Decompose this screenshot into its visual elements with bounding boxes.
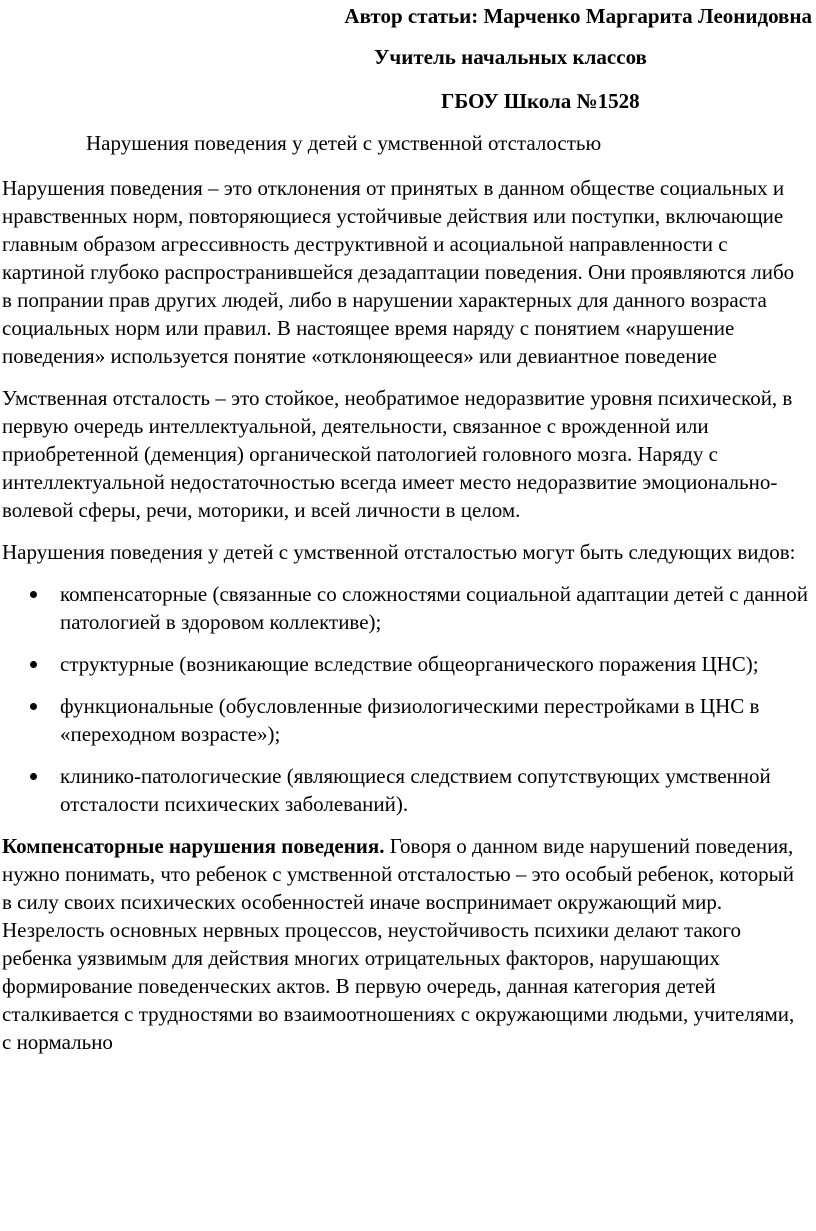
- bullet-icon: [30, 773, 37, 780]
- list-item-text: структурные (возникающие вследствие общеорганического поражения ЦНС);: [60, 652, 759, 676]
- list-item: [2, 762, 812, 818]
- list-item: [2, 650, 812, 678]
- article-body: [2, 174, 814, 1070]
- list-item-text: клинико-патологические (являющиеся следствием сопутствующих умственной отсталости психических заболеваний).: [60, 764, 771, 816]
- school-line: ГБОУ Школа №1528: [441, 89, 640, 113]
- bullet-icon: [30, 591, 37, 598]
- list-item-text: компенсаторные (связанные со сложностями социальной адаптации детей с данной патологией в здоровом коллективе);: [60, 582, 809, 634]
- paragraph-compensatory-text: Говоря о данном виде нарушений поведения, нужно понимать, что ребенок с умственной отсталостью – это особый ребенок, который в силу своих психических особенностей иначе воспринимает окружающий мир. Незрелость основных нервных процессов, неустойчивость психики делают такого ребенка уязвимым для действия многих отрицательных факторов, нарушающих формирование поведенческих актов. В первую очередь, данная категория детей сталкивается с трудностями во взаимоотношениях с окружающими людьми, учителями, с нормально: [2, 834, 795, 1054]
- bullet-icon: [30, 661, 37, 668]
- list-item: [2, 692, 812, 748]
- article-title: Нарушения поведения у детей с умственной отсталостью: [86, 131, 602, 155]
- list-item-text: функциональные (обусловленные физиологическими перестройками в ЦНС в «переходном возрасте»);: [60, 694, 760, 746]
- list-item: [2, 580, 812, 636]
- paragraph-compensatory: [2, 832, 804, 1056]
- role-line: Учитель начальных классов: [374, 45, 647, 69]
- paragraph-mental-retardation: Умственная отсталость – это стойкое, необратимое недоразвитие уровня психической, в первую очередь интеллектуальной, деятельности, связанное с врожденной или приобретенной (деменция) органической патологией головного мозга. Наряду с интеллектуальной недостаточностью всегда имеет место недоразвитие эмоционально-волевой сферы, речи, моторики, и всей личности в целом.: [2, 386, 793, 522]
- paragraph-lead: Компенсаторные нарушения поведения.: [2, 834, 385, 858]
- bullet-icon: [30, 703, 37, 710]
- paragraph-definition: Нарушения поведения – это отклонения от принятых в данном обществе социальных и нравственных норм, повторяющиеся устойчивые действия или поступки, включающие главным образом агрессивность деструктивной и асоциальной направленности с картиной глубоко распространившейся дезадаптации поведения. Они проявляются либо в попрании прав других людей, либо в нарушении характерных для данного возраста социальных норм или правил. В настоящее время наряду с понятием «нарушение поведения» используется понятие «отклоняющееся» или девиантное поведение: [2, 176, 795, 368]
- paragraph-types-intro: Нарушения поведения у детей с умственной отсталостью могут быть следующих видов:: [2, 540, 796, 564]
- author-line: Автор статьи: Марченко Маргарита Леонидовна: [344, 4, 812, 28]
- types-list: [2, 580, 814, 818]
